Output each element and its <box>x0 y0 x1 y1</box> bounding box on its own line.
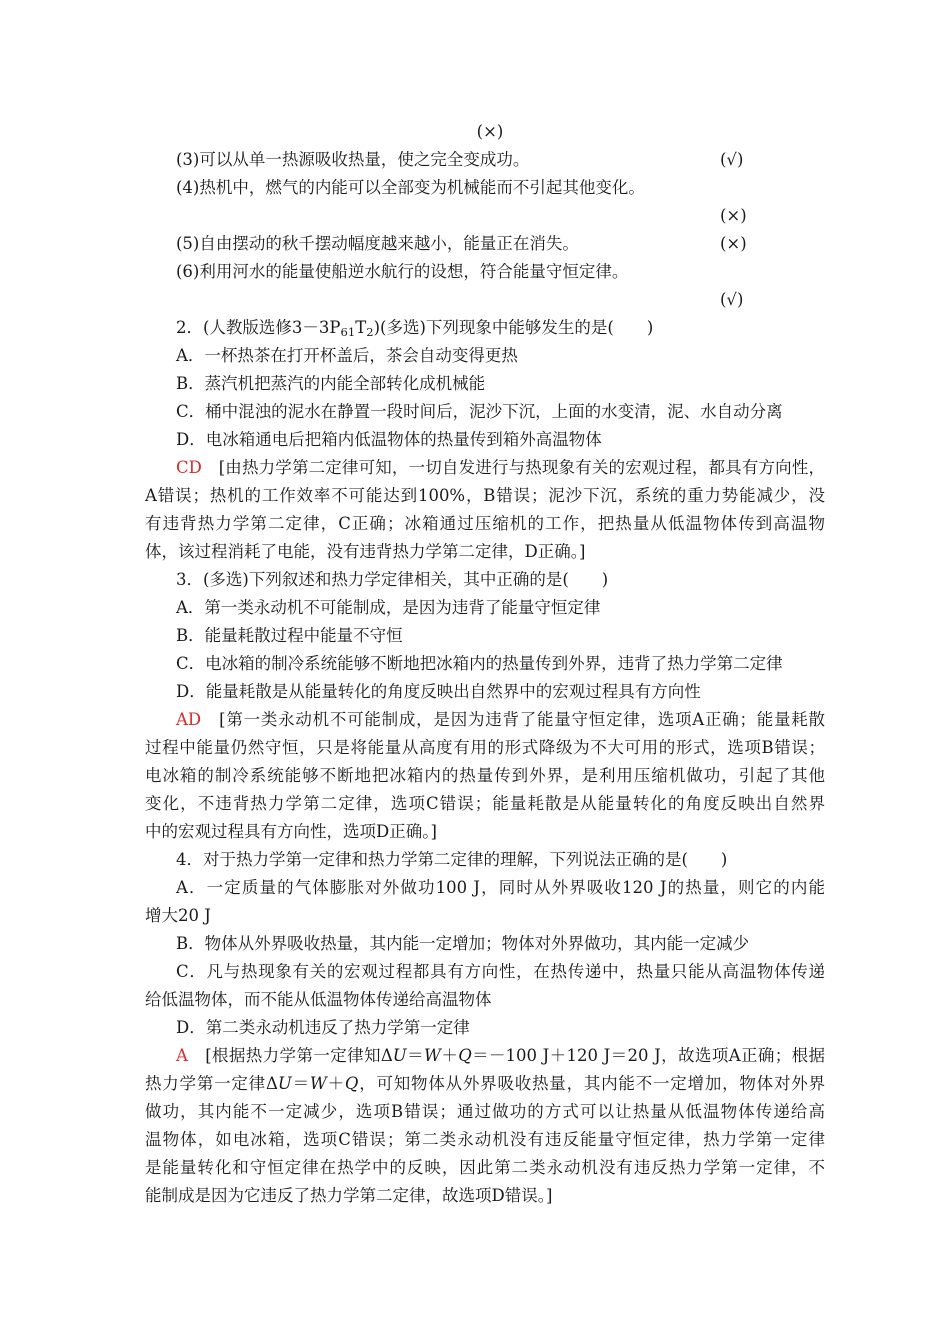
question-4-option-b: B．物体从外界吸收热量，其内能一定增加；物体对外界做功，其内能一定减少 <box>176 934 750 953</box>
question-4-explanation-line: 是能量转化和守恒定律在热学中的反映，因此第二类永动机没有违反热力学第一定律，不 <box>145 1158 825 1177</box>
judgement-mark-row <box>0 202 950 230</box>
explanation-text: [根据热力学第一定律知Δ <box>205 1046 393 1065</box>
question-3-option-a: A．第一类永动机不可能制成，是因为违背了能量守恒定律 <box>176 598 601 617</box>
explanation-text: ，可知物体从外界吸收热量，其内能不一定增加，物体对外界 <box>358 1074 826 1093</box>
symbol-plus: ＋ <box>440 1046 459 1065</box>
judgement-mark-row <box>0 230 950 258</box>
question-3-explanation-line: 过程中能量仍然守恒，只是将能量从高度有用的形式降级为不大可用的形式，选项B错误； <box>145 738 825 757</box>
question-4-stem: 4．对于热力学第一定律和热力学第二定律的理解，下列说法正确的是( ) <box>176 850 728 869</box>
question-2-stem <box>176 314 825 342</box>
question-2-explanation-line <box>176 454 825 482</box>
question-2-option-a: A．一杯热茶在打开杯盖后，茶会自动变得更热 <box>176 346 518 365</box>
judgement-mark: (√) <box>720 150 744 169</box>
question-4-option-a-cont: 增大20 J <box>145 906 211 925</box>
question-4-explanation-line: 做功，其内能不一定减少，选项B错误；通过做功的方式可以让热量从低温物体传递给高 <box>145 1102 825 1121</box>
explanation-text: [由热力学第二定律可知，一切自发进行与热现象有关的宏观过程，都具有方向性， <box>218 458 826 477</box>
question-4-option-d: D．第二类永动机违反了热力学第一定律 <box>176 1018 470 1037</box>
symbol-w: W <box>423 1046 441 1065</box>
question-4-explanation-line <box>176 1042 825 1070</box>
symbol-q: Q <box>344 1074 359 1093</box>
question-2-explanation-line: 体，该过程消耗了电能，没有违背热力学第二定律，D正确。] <box>145 542 586 561</box>
question-2-option-c: C．桶中混浊的泥水在静置一段时间后，泥沙下沉，上面的水变清，泥、水自动分离 <box>176 402 783 421</box>
question-3-explanation-line <box>176 706 825 734</box>
question-2-explanation-line: A错误；热机的工作效率不可能达到100%，B错误；泥沙下沉，系统的重力势能减少，没 <box>145 486 825 505</box>
stem-subscript: 2 <box>366 324 374 339</box>
explanation-text: [第一类永动机不可能制成，是因为违背了能量守恒定律，选项A正确；能量耗散 <box>219 710 825 729</box>
explanation-text: 热力学第一定律Δ <box>145 1074 278 1093</box>
question-4-explanation-line: 温物体，如电冰箱，选项C错误；第二类永动机没有违反能量守恒定律，热力学第一定律 <box>145 1130 825 1149</box>
symbol-u: U <box>392 1046 407 1065</box>
symbol-eq: ＝ <box>291 1074 310 1093</box>
symbol-w: W <box>309 1074 327 1093</box>
question-4-explanation-line: 能制成是因为它违反了热力学第二定律，故选项D错误。] <box>145 1186 553 1205</box>
question-2-option-d: D．电冰箱通电后把箱内低温物体的热量传到箱外高温物体 <box>176 430 602 449</box>
question-3-option-c: C．电冰箱的制冷系统能够不断地把冰箱内的热量传到外界，违背了热力学第二定律 <box>176 654 783 673</box>
question-3-option-d: D．能量耗散是从能量转化的角度反映出自然界中的宏观过程具有方向性 <box>176 682 701 701</box>
stem-part: )(多选)下列现象中能够发生的是( ) <box>373 318 654 337</box>
answer-label: AD <box>176 710 202 729</box>
question-3-explanation-line: 中的宏观过程具有方向性，选项D正确。] <box>145 822 437 841</box>
symbol-eq: ＝ <box>406 1046 424 1065</box>
explanation-text: ＝－100 J＋120 J＝20 J，故选项A正确；根据 <box>471 1046 826 1065</box>
question-4-option-a: A．一定质量的气体膨胀对外做功100 J，同时从外界吸收120 J的热量，则它的内能 <box>176 878 825 897</box>
judgement-mark-row <box>0 286 950 314</box>
symbol-plus: ＋ <box>326 1074 345 1093</box>
symbol-u: U <box>277 1074 292 1093</box>
answer-label: A <box>176 1046 188 1065</box>
question-3-explanation-line: 电冰箱的制冷系统能够不断地把冰箱内的热量传到外界，是利用压缩机做功，引起了其他 <box>145 766 825 785</box>
judgement-item-4: (4)热机中，燃气的内能可以全部变为机械能而不引起其他变化。 <box>176 178 645 197</box>
stem-part: T <box>355 318 367 337</box>
question-2-explanation-line: 有违背热力学第二定律，C正确；冰箱通过压缩机的工作，把热量从低温物体传到高温物 <box>145 514 825 533</box>
question-3-explanation-line: 变化，不违背热力学第二定律，选项C错误；能量耗散是从能量转化的角度反映出自然界 <box>145 794 825 813</box>
judgement-item-6: (6)利用河水的能量使船逆水航行的设想，符合能量守恒定律。 <box>176 262 629 281</box>
judgement-text: (3)可以从单一热源吸收热量，使之完全变成功。 <box>176 150 530 169</box>
symbol-q: Q <box>458 1046 472 1065</box>
judgement-mark: (×) <box>476 122 504 141</box>
question-4-option-c: C．凡与热现象有关的宏观过程都具有方向性，在热传递中，热量只能从高温物体传递 <box>176 962 825 981</box>
judgement-mark: (×) <box>720 206 747 225</box>
answer-label: CD <box>176 458 202 477</box>
question-3-option-b: B．能量耗散过程中能量不守恒 <box>176 626 403 645</box>
judgement-item-5: (5)自由摆动的秋千摆动幅度越来越小，能量正在消失。 <box>176 234 579 253</box>
stem-subscript: 61 <box>340 324 356 339</box>
judgement-mark: (×) <box>720 234 747 253</box>
judgement-mark: (√) <box>720 290 744 309</box>
question-4-explanation-line <box>145 1070 825 1098</box>
judgement-mark-row <box>0 146 950 174</box>
stem-part: 2．(人教版选修3－3P <box>176 318 341 337</box>
question-2-option-b: B．蒸汽机把蒸汽的内能全部转化成机械能 <box>176 374 486 393</box>
question-4-option-c-cont: 给低温物体，而不能从低温物体传递给高温物体 <box>145 990 492 1009</box>
question-3-stem: 3．(多选)下列叙述和热力学定律相关，其中正确的是( ) <box>176 570 609 589</box>
